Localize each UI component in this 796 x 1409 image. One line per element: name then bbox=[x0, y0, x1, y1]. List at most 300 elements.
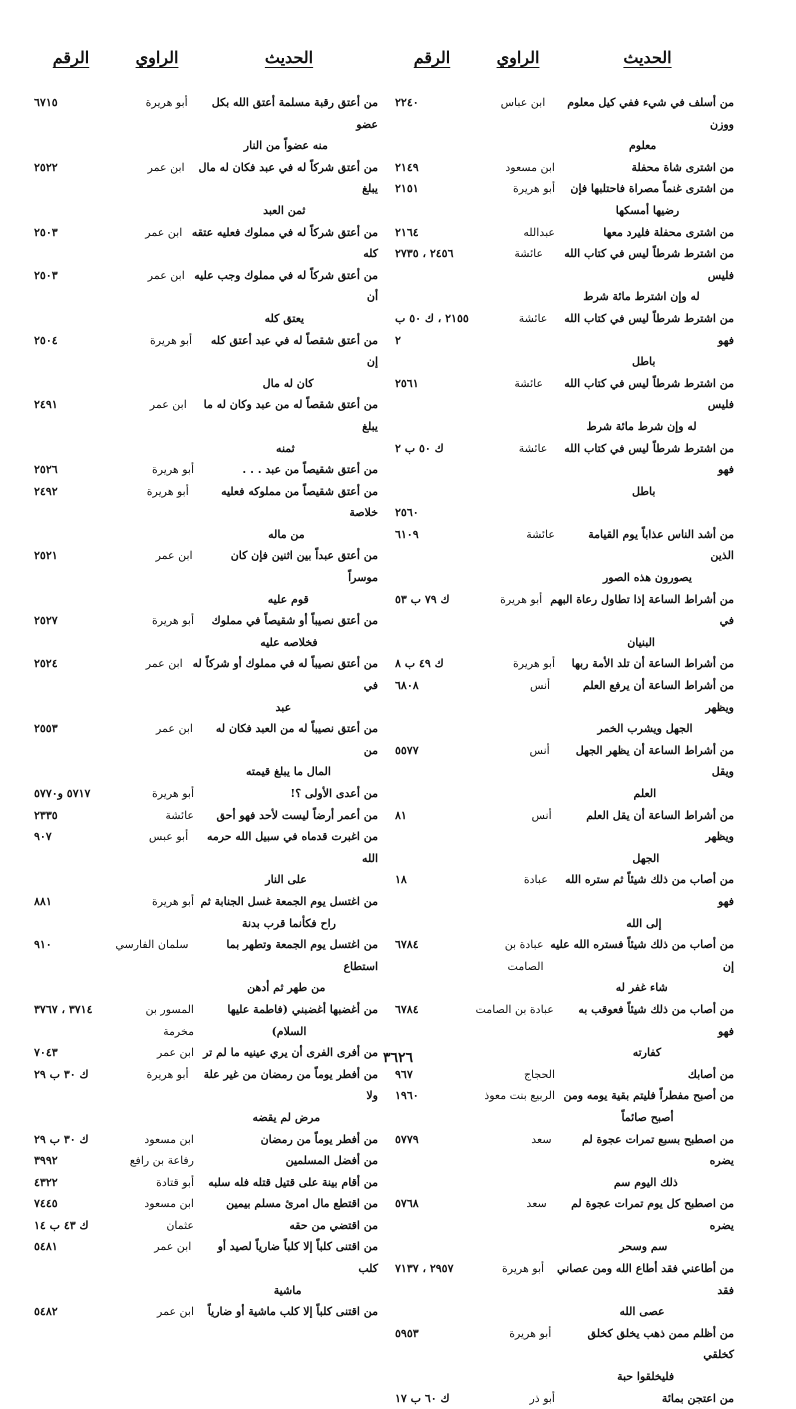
index-entry bbox=[389, 740, 734, 805]
entry-hadith bbox=[200, 1129, 378, 1151]
hadith-text: من أعتق عبداً بين اثنين فإن كان موسراً bbox=[230, 549, 378, 585]
entry-hadith bbox=[200, 1301, 378, 1323]
hadith-continuation: على النار bbox=[265, 873, 307, 887]
index-entry bbox=[28, 1129, 378, 1151]
hadith-continuation: الجهل bbox=[632, 851, 660, 865]
hadith-text: من أصاب من ذلك شيئاً ثم ستره الله فهو bbox=[565, 873, 734, 908]
entry-hadith bbox=[200, 1172, 378, 1194]
hadith-continuation: منه عضواً من النار bbox=[243, 139, 328, 153]
entry-narrator: الربيع بنت معوذ bbox=[484, 1089, 555, 1103]
entry-number: ٧٠٤٣ bbox=[34, 1046, 58, 1060]
entry-number: ١٩٦٠ bbox=[395, 1089, 419, 1103]
index-entry bbox=[389, 524, 734, 589]
entry-narrator: عبادة بن الصامت bbox=[504, 938, 544, 973]
entry-narrator: أنس bbox=[529, 743, 550, 757]
header-narrator: الراوي bbox=[135, 48, 179, 67]
hadith-text: من اعتجن بمائة bbox=[661, 1391, 734, 1405]
entry-narrator: عثمان bbox=[166, 1218, 194, 1232]
page-number: ٣٦٢٦ bbox=[382, 1050, 414, 1066]
entry-hadith bbox=[561, 1064, 734, 1086]
right-column bbox=[389, 48, 734, 1409]
entry-hadith bbox=[195, 1064, 378, 1129]
hadith-text: من اشترى غنماً مصراة فاحتلبها فإن bbox=[570, 182, 734, 196]
entry-hadith bbox=[191, 265, 378, 330]
entry-number: ٥٧٦٨ bbox=[395, 1197, 419, 1211]
index-entry bbox=[389, 589, 734, 654]
hadith-continuation: معلوم bbox=[628, 139, 657, 153]
index-entry bbox=[28, 459, 378, 481]
entry-narrator: ابن عمر bbox=[145, 657, 183, 671]
entry-number: ٢١٦٤ bbox=[395, 225, 419, 239]
hadith-text: من أفطر يوماً من رمضان bbox=[260, 1132, 378, 1146]
entry-hadith bbox=[561, 222, 734, 244]
hadith-continuation: كان له مال bbox=[262, 376, 314, 390]
entry-number: ٢٥٦١ bbox=[394, 376, 419, 390]
hadith-text: من أعمر أرضاً ليست لأحد فهو أحق bbox=[216, 808, 378, 822]
entry-number: ١٨ bbox=[395, 873, 407, 887]
entry-hadith bbox=[200, 891, 378, 934]
entry-hadith bbox=[550, 934, 734, 999]
entry-number: ٢١٥١ bbox=[395, 182, 419, 196]
entry-hadith bbox=[200, 805, 378, 827]
index-entry bbox=[389, 1258, 734, 1323]
entry-narrator: أبو هريرة bbox=[146, 1067, 189, 1081]
entry-number: ٥٧١٧ و٥٧٧٠ bbox=[34, 787, 91, 800]
index-entry bbox=[28, 783, 378, 805]
hadith-text: من اغتسل يوم الجمعة غسل الجنابة ثم bbox=[200, 894, 378, 908]
hadith-continuation: أصبح صائماً bbox=[621, 1110, 674, 1124]
hadith-continuation: كفارته bbox=[632, 1046, 662, 1060]
entry-hadith bbox=[549, 243, 734, 308]
entry-number: ٢٥٦٠ bbox=[395, 506, 419, 520]
hadith-text: من اغبرت قدماه في سبيل الله حرمه الله bbox=[206, 830, 378, 865]
hadith-continuation: مرض لم يقضه bbox=[252, 1110, 321, 1124]
entry-number: ٢٥٠٣ bbox=[33, 268, 58, 282]
entry-hadith bbox=[195, 934, 378, 999]
index-entry bbox=[28, 1193, 378, 1215]
hadith-text: من أعتق شقصاً له في عبد أعتق كله إن bbox=[210, 333, 378, 369]
entry-hadith bbox=[199, 545, 378, 610]
hadith-continuation: له وإن اشترط مائة شرط bbox=[583, 290, 700, 304]
index-entry bbox=[28, 805, 378, 827]
entry-number: ٤٣٢٢ bbox=[34, 1175, 58, 1189]
index-entry bbox=[28, 1064, 378, 1129]
entry-narrator: عبادة bbox=[523, 873, 548, 887]
entry-number: ٢٢٤٠ bbox=[395, 96, 419, 109]
entry-hadith bbox=[200, 783, 378, 805]
index-entry bbox=[389, 1129, 734, 1194]
entry-narrator: المسور بن مخرمة bbox=[145, 1002, 194, 1038]
entry-number: ٢٥٠٤ bbox=[34, 333, 58, 347]
index-entry bbox=[28, 999, 378, 1042]
hadith-text: من أصاب من ذلك شيئاً فستره الله عليه إن bbox=[550, 938, 734, 973]
entry-narrator: ابن عمر bbox=[155, 549, 193, 563]
entry-narrator: أنس bbox=[531, 808, 552, 822]
index-entry bbox=[28, 891, 378, 934]
hadith-text: من أطاعني فقد أطاع الله ومن عصاني فقد bbox=[557, 1262, 734, 1297]
entry-number: ٢٥٢٦ bbox=[34, 463, 58, 477]
index-entry bbox=[28, 1236, 378, 1301]
entry-number: ٥٩٥٣ bbox=[395, 1326, 419, 1340]
entry-narrator: ابن عمر bbox=[147, 268, 185, 282]
index-entry bbox=[389, 653, 734, 675]
entry-hadith bbox=[548, 589, 734, 654]
hadith-continuation: فخلاصه عليه bbox=[260, 635, 318, 649]
entry-hadith bbox=[554, 869, 734, 934]
hadith-text: من أشراط الساعة أن يظهر الجهل ويقل bbox=[575, 743, 734, 779]
left-column bbox=[28, 48, 378, 1323]
entry-hadith bbox=[200, 610, 378, 653]
entry-narrator: ابن عمر bbox=[154, 1240, 192, 1254]
entry-narrator: أبو هريرة bbox=[146, 484, 189, 498]
header-number: الرقم bbox=[52, 48, 90, 67]
hadith-text: من اقتضي من حقه bbox=[289, 1218, 378, 1232]
entry-number: ٦٧٨٤ bbox=[394, 938, 419, 952]
entry-hadith bbox=[200, 1193, 378, 1215]
index-entry bbox=[389, 1085, 734, 1128]
header-hadith: الحديث bbox=[623, 48, 672, 67]
entry-number: ٦٨٠٨ bbox=[395, 679, 419, 693]
hadith-text: من اشترط شرطاً ليس في كتاب الله فليس bbox=[564, 247, 734, 282]
entry-narrator: ابن عمر bbox=[155, 722, 193, 736]
index-entry bbox=[389, 243, 734, 308]
hadith-continuation: باطل bbox=[631, 484, 656, 498]
hadith-text: من أشراط الساعة أن يقل العلم ويظهر bbox=[586, 808, 734, 844]
entry-number: ك ٦٠ ب ١٧ bbox=[395, 1391, 450, 1405]
index-entry bbox=[389, 675, 734, 740]
hadith-continuation: ماشية bbox=[273, 1283, 302, 1297]
hadith-text: من أظلم ممن ذهب يخلق كخلق كخلقي bbox=[587, 1326, 734, 1362]
index-entry bbox=[28, 481, 378, 546]
hadith-text: من اشترط شرطاً ليس في كتاب الله فهو bbox=[564, 441, 734, 477]
hadith-continuation: شاء غفر له bbox=[615, 981, 668, 995]
entry-number: ٢٤٩٢ bbox=[33, 484, 58, 498]
column-header bbox=[28, 48, 378, 78]
entry-narrator: أبو هريرة bbox=[500, 592, 543, 606]
hadith-text: من أشراط الساعة إذا تطاول رعاة البهم في bbox=[550, 592, 734, 628]
entry-number: ٢٩٥٧ ، ٧١٣٧ bbox=[395, 1262, 454, 1276]
entry-hadith bbox=[194, 826, 378, 891]
entry-hadith bbox=[200, 1215, 378, 1237]
entry-narrator: أبو هريرة bbox=[151, 614, 194, 628]
entry-narrator: عائشة bbox=[514, 247, 544, 261]
hadith-text: من اشترى محفلة فليرد معها bbox=[603, 225, 734, 239]
entry-narrator: رفاعة بن رافع bbox=[129, 1154, 194, 1168]
index-entry bbox=[389, 502, 734, 524]
index-entry bbox=[28, 394, 378, 459]
entry-narrator: عبدالله bbox=[523, 225, 555, 239]
index-entry bbox=[28, 610, 378, 653]
hadith-text: من اشترط شرطاً ليس في كتاب الله فليس bbox=[564, 376, 734, 412]
index-entry bbox=[389, 869, 734, 934]
index-entry bbox=[28, 157, 378, 222]
hadith-text: من أفرى الفرى أن يري عينيه ما لم تر bbox=[203, 1046, 378, 1060]
entry-narrator: الحجاج bbox=[523, 1067, 555, 1081]
entry-number: ٢٥٢٤ bbox=[33, 657, 58, 671]
hadith-continuation: من طهر ثم أدهن bbox=[247, 981, 326, 995]
index-entry bbox=[28, 1172, 378, 1194]
entry-narrator: أبو هريرة bbox=[145, 96, 188, 109]
index-entry bbox=[28, 1215, 378, 1237]
entry-hadith bbox=[195, 481, 378, 546]
entry-hadith bbox=[557, 1323, 734, 1388]
hadith-text: من أعتق نصيباً له في مملوك أو شركاً له في bbox=[192, 657, 378, 693]
hadith-text: من أصبح مفطراً فليتم بقية يومه ومن bbox=[563, 1089, 734, 1103]
entry-hadith bbox=[558, 805, 734, 870]
hadith-text: من أعتق نصيباً أو شقيصاً في مملوك bbox=[211, 614, 378, 628]
entry-number: ٦٧١٥ bbox=[34, 96, 58, 109]
index-entry bbox=[389, 178, 734, 221]
hadith-text: من أسلف في شيء ففي كيل معلوم ووزن bbox=[567, 96, 734, 131]
hadith-text: من اصطبح بسبع تمرات عجوة لم يضره bbox=[582, 1132, 734, 1168]
hadith-continuation: المال ما يبلغ قيمته bbox=[246, 765, 331, 779]
entry-number: ك ٣٠ ب ٢٩ bbox=[33, 1067, 89, 1081]
hadith-continuation: البنيان bbox=[627, 635, 655, 649]
entry-number: ٢٥٢٢ bbox=[34, 160, 58, 174]
entry-number: ك ٤٣ ب ١٤ bbox=[34, 1218, 89, 1232]
entry-narrator: ابن عمر bbox=[149, 398, 187, 412]
hadith-text: من أعتق رقبة مسلمة أعتق الله بكل عضو bbox=[211, 96, 378, 131]
entry-number: ٢٥٢٧ bbox=[34, 614, 58, 628]
entry-number: ٢٤٥٦ ، ٢٧٣٥ bbox=[394, 247, 454, 261]
entry-number: ٢٣٣٥ bbox=[34, 808, 58, 822]
hadith-text: من اقتطع مال امرئ مسلم بيمين bbox=[226, 1197, 378, 1211]
index-entry bbox=[389, 1193, 734, 1258]
entry-narrator: أبو عبس bbox=[148, 830, 189, 844]
index-entry bbox=[389, 373, 734, 438]
entry-number: ٢٤٩١ bbox=[34, 398, 58, 412]
entry-hadith bbox=[194, 92, 378, 157]
entry-number: ٥٤٨٢ bbox=[34, 1305, 58, 1319]
entry-number: ٩٠٧ bbox=[33, 830, 52, 844]
hadith-text: من أفطر يوماً من رمضان من غير علة ولا bbox=[203, 1067, 378, 1103]
index-entry bbox=[389, 1388, 734, 1409]
entry-hadith bbox=[561, 653, 734, 675]
hadith-text: من اصطبح كل يوم تمرات عجوة لم يضره bbox=[571, 1197, 734, 1232]
rows bbox=[389, 92, 734, 1409]
index-entry bbox=[389, 1323, 734, 1388]
entry-narrator: ابن عمر bbox=[157, 1046, 194, 1060]
hadith-text: من اشترط شرطاً ليس في كتاب الله فهو bbox=[564, 311, 734, 347]
index-entry bbox=[389, 438, 734, 503]
index-entry bbox=[389, 308, 734, 373]
entry-hadith bbox=[558, 1129, 734, 1194]
entry-narrator: أبو هريرة bbox=[151, 894, 194, 908]
entry-narrator: ابن مسعود bbox=[144, 1132, 194, 1146]
hadith-text: من أفضل المسلمين bbox=[285, 1154, 378, 1168]
index-entry bbox=[389, 157, 734, 179]
hadith-continuation: ثمنه bbox=[276, 441, 295, 455]
index-entry bbox=[389, 92, 734, 157]
hadith-continuation: الجهل ويشرب الخمر bbox=[597, 722, 693, 736]
entry-number: ٨١ bbox=[395, 808, 407, 822]
entry-hadith bbox=[550, 1258, 734, 1323]
hadith-text: من أعتق شركاً له في مملوك فعليه عتقه كله bbox=[191, 225, 378, 261]
entry-narrator: سعد bbox=[526, 1197, 547, 1211]
entry-narrator: ابن مسعود bbox=[144, 1197, 194, 1211]
entry-hadith bbox=[188, 222, 378, 265]
entry-number: ٧٤٤٥ bbox=[34, 1197, 58, 1211]
index-entry bbox=[28, 265, 378, 330]
entry-hadith bbox=[561, 178, 734, 221]
entry-hadith bbox=[197, 1236, 378, 1301]
hadith-text: من أعتق نصيباً له من العبد فكان له من bbox=[215, 722, 378, 757]
index-entry bbox=[28, 826, 378, 891]
entry-number: ٢٥٠٣ bbox=[34, 225, 58, 239]
index-entry bbox=[28, 545, 378, 610]
hadith-text: من أشراط الساعة أن تلد الأمة ربها bbox=[571, 657, 734, 671]
entry-narrator: ابن عمر bbox=[145, 225, 183, 239]
hadith-continuation: إلى الله bbox=[626, 916, 662, 930]
hadith-text: من أشراط الساعة أن يرفع العلم ويظهر bbox=[582, 679, 734, 714]
index-entry bbox=[28, 934, 378, 999]
hadith-text: من اشترى شاة محفلة bbox=[631, 160, 734, 174]
hadith-continuation: عبد bbox=[275, 700, 292, 714]
index-entry bbox=[389, 1064, 734, 1086]
hadith-text: من أعتق شقيصاً من عبد . . . bbox=[242, 463, 378, 477]
index-entry bbox=[28, 222, 378, 265]
entry-number: ٩١٠ bbox=[33, 938, 52, 952]
hadith-continuation: السلام) bbox=[271, 1024, 307, 1038]
entry-hadith bbox=[556, 740, 734, 805]
entry-narrator: أبو هريرة bbox=[150, 333, 193, 347]
entry-hadith bbox=[561, 1085, 734, 1128]
entry-number: ٢١٥٥ ، ك ٥٠ ب ٢ bbox=[395, 311, 469, 347]
entry-hadith bbox=[561, 157, 734, 179]
entry-hadith bbox=[553, 308, 734, 373]
hadith-text: من أعتق شركاً له في مملوك وجب عليه أن bbox=[194, 268, 378, 304]
hadith-continuation: يصورون هذه الصور bbox=[602, 571, 692, 585]
entry-hadith bbox=[553, 438, 734, 503]
entry-narrator: ابن عمر bbox=[157, 1305, 194, 1319]
hadith-text: من اقتنى كلباً إلا كلب ماشية أو ضارياً bbox=[207, 1305, 378, 1319]
hadith-continuation: باطل bbox=[631, 355, 656, 369]
entry-narrator: عائشة bbox=[518, 311, 548, 325]
entry-number: ٥٤٨١ bbox=[34, 1240, 58, 1254]
entry-narrator: أبو ذر bbox=[529, 1391, 555, 1405]
index-entry bbox=[389, 934, 734, 999]
entry-hadith bbox=[561, 1388, 734, 1409]
index-entry bbox=[389, 805, 734, 870]
hadith-continuation: راح فكأنما قرب بدنة bbox=[242, 916, 336, 930]
entry-narrator: عائشة bbox=[526, 527, 555, 541]
column-header bbox=[389, 48, 734, 78]
hadith-text: من أقام بينة على قتيل قتله فله سلبه bbox=[208, 1175, 378, 1189]
index-entry bbox=[389, 222, 734, 244]
entry-number: ٢١٤٩ bbox=[395, 160, 419, 174]
hadith-text: من أشد الناس عذاباً يوم القيامة الذين bbox=[588, 527, 734, 563]
entry-narrator: أبو هريرة bbox=[512, 182, 555, 196]
entry-hadith bbox=[200, 999, 378, 1042]
entry-narrator: أنس bbox=[529, 679, 551, 693]
hadith-text: من أعتق شقصاً له من عبد وكان له ما يبلغ bbox=[203, 398, 378, 433]
entry-narrator: أبو هريرة bbox=[512, 657, 555, 671]
entry-number: ك ٧٩ ب ٥٣ bbox=[395, 592, 450, 606]
entry-narrator: أبو هريرة bbox=[151, 787, 194, 800]
entry-hadith bbox=[189, 653, 378, 718]
entry-hadith bbox=[191, 157, 378, 222]
rows bbox=[28, 92, 378, 1323]
hadith-continuation: العلم bbox=[633, 787, 657, 800]
hadith-text: من أعتق شقيصاً من مملوكه فعليه خلاصة bbox=[221, 484, 378, 520]
hadith-text: من أعتق شركاً له في عبد فكان له مال يبلغ bbox=[198, 160, 378, 196]
header-number: الرقم bbox=[413, 48, 451, 67]
entry-number: ٨٨١ bbox=[34, 894, 52, 908]
entry-narrator: أبو قتادة bbox=[156, 1175, 194, 1189]
entry-number: ك ٤٩ ب ٨ bbox=[395, 657, 444, 671]
index-entry bbox=[28, 718, 378, 783]
entry-hadith bbox=[553, 1193, 734, 1258]
entry-narrator: أبو هريرة bbox=[151, 463, 194, 477]
hadith-continuation: سم وسحر bbox=[619, 1240, 668, 1254]
entry-number: ٢٥٢١ bbox=[34, 549, 58, 563]
hadith-continuation: ثمن العبد bbox=[263, 203, 306, 217]
hadith-continuation: ذلك اليوم سم bbox=[613, 1175, 678, 1189]
entry-number: ٥٧٧٩ bbox=[395, 1132, 419, 1146]
entry-number: ٣٧١٤ ، ٣٧٦٧ bbox=[34, 1002, 93, 1016]
entry-narrator: عائشة bbox=[165, 808, 194, 822]
entry-number: ٩٦٧ bbox=[395, 1067, 413, 1081]
hadith-text: من اقتنى كلباً إلا كلباً ضارياً لصيد أو كلب bbox=[217, 1240, 378, 1276]
index-entry bbox=[28, 330, 378, 395]
header-narrator: الراوي bbox=[496, 48, 540, 67]
index-entry bbox=[28, 1150, 378, 1172]
entry-narrator: ابن عباس bbox=[500, 96, 546, 109]
hadith-text: من أغضبها أغضبني (فاطمة عليها bbox=[227, 1002, 378, 1016]
entry-narrator: عائشة bbox=[514, 376, 544, 390]
entry-hadith bbox=[200, 459, 378, 481]
index-entry bbox=[28, 653, 378, 718]
entry-number: ٦١٠٩ bbox=[394, 527, 419, 541]
entry-hadith bbox=[561, 524, 734, 589]
entry-number: ٦٧٨٤ bbox=[394, 1002, 419, 1016]
entry-number: ك ٣٠ ب ٢٩ bbox=[34, 1132, 89, 1146]
entry-hadith bbox=[198, 330, 378, 395]
entry-narrator: ابن عمر bbox=[147, 160, 185, 174]
hadith-text: من أعدى الأولى ؟! bbox=[290, 787, 378, 800]
entry-number: ٥٥٧٧ bbox=[394, 743, 419, 757]
entry-hadith bbox=[199, 718, 378, 783]
index-entry bbox=[28, 1301, 378, 1323]
hadith-text: من أصابك bbox=[687, 1067, 734, 1081]
hadith-text: من أصاب من ذلك شيئاً فعوقب به فهو bbox=[578, 1002, 734, 1038]
entry-number: ٣٩٩٢ bbox=[34, 1154, 58, 1168]
entry-narrator: أبو هريرة bbox=[502, 1262, 545, 1276]
entry-narrator: أبو هريرة bbox=[509, 1326, 552, 1340]
header-hadith: الحديث bbox=[264, 48, 314, 67]
entry-hadith bbox=[556, 675, 734, 740]
entry-number: ك ٥٠ ب ٢ bbox=[395, 441, 444, 455]
hadith-continuation: عصى الله bbox=[619, 1305, 665, 1319]
entry-narrator: عائشة bbox=[518, 441, 548, 455]
hadith-text: من اغتسل يوم الجمعة وتطهر بما استطاع bbox=[226, 938, 378, 973]
entry-number: ٢٥٥٣ bbox=[33, 722, 58, 736]
hadith-continuation: له وإن شرط مائة شرط bbox=[586, 419, 697, 433]
index-entry bbox=[28, 92, 378, 157]
hadith-continuation: قوم عليه bbox=[267, 592, 309, 606]
entry-hadith bbox=[549, 373, 734, 438]
entry-narrator: ابن مسعود bbox=[505, 160, 555, 174]
hadith-continuation: من ماله bbox=[268, 527, 305, 541]
entry-narrator: سعد bbox=[531, 1132, 552, 1146]
hadith-continuation: يعتق كله bbox=[264, 311, 305, 325]
entry-hadith bbox=[551, 92, 734, 157]
entry-hadith bbox=[193, 394, 378, 459]
hadith-continuation: رضيها أمسكها bbox=[615, 203, 680, 217]
entry-narrator: سلمان الفارسي bbox=[115, 938, 189, 952]
hadith-continuation: فليخلقوا حبة bbox=[617, 1370, 675, 1384]
entry-hadith bbox=[200, 1150, 378, 1172]
